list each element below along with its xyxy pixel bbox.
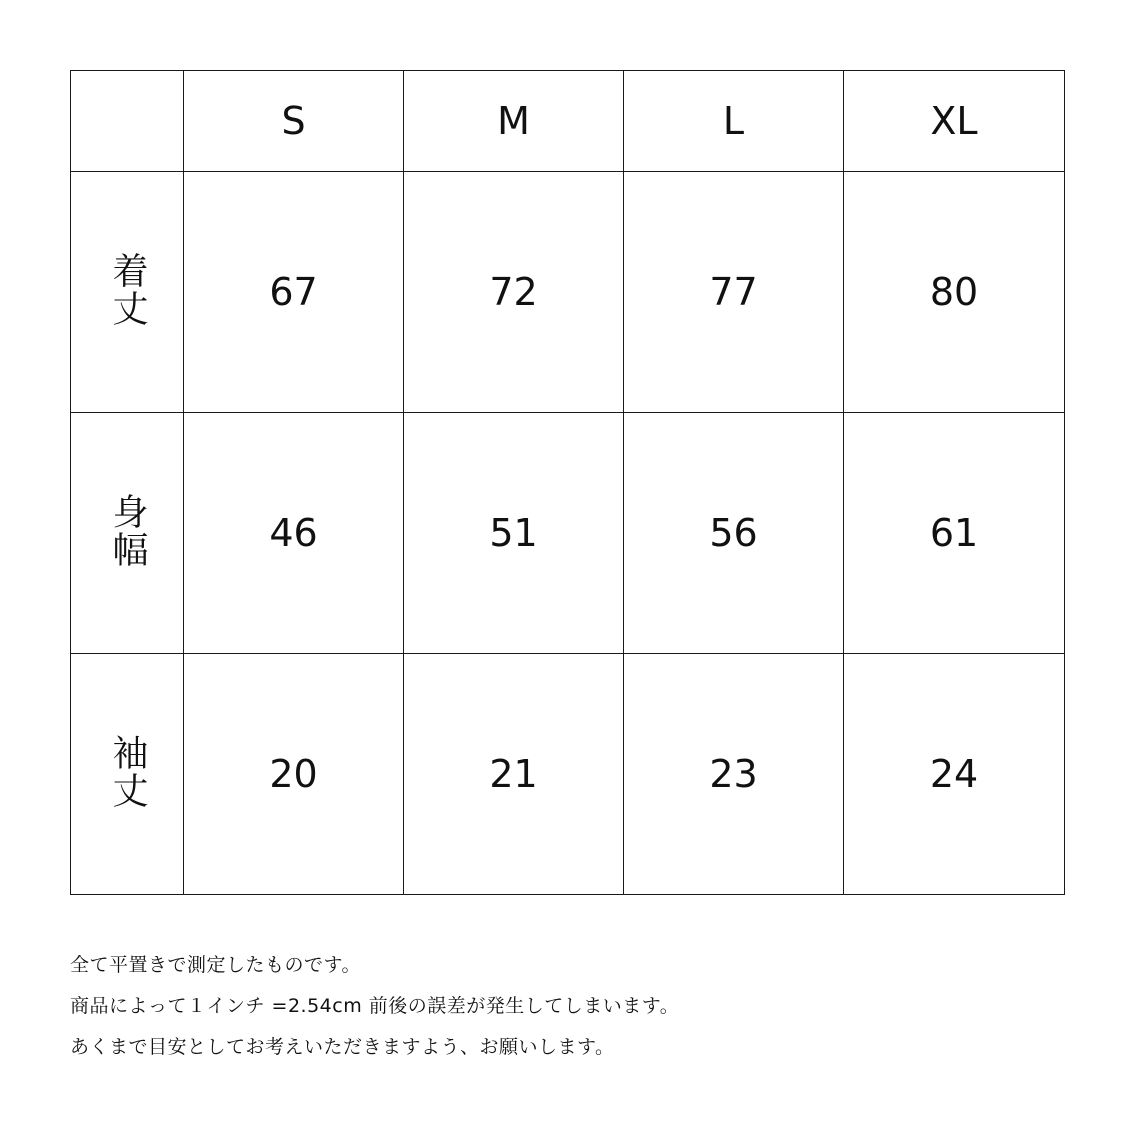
size-header-s: S [184, 71, 404, 172]
row-label-cell [71, 413, 184, 654]
table-cell: 46 [184, 413, 404, 654]
note-line-guideline: あくまで目安としてお考えいただきますよう、お願いします。 [70, 1036, 615, 1058]
table-row-sleeve [71, 654, 1065, 895]
row-label-cell [71, 172, 184, 413]
size-header-m: M [404, 71, 624, 172]
table-cell: 23 [624, 654, 844, 895]
table-cell: 77 [624, 172, 844, 413]
table-cell: 56 [624, 413, 844, 654]
table-cell: 24 [844, 654, 1065, 895]
table-cell: 20 [184, 654, 404, 895]
note-line-tolerance: 商品によって１インチ =2.54cm 前後の誤差が発生してしまいます。 [70, 995, 680, 1017]
table-row-length [71, 172, 1065, 413]
corner-cell [71, 71, 184, 172]
table-row-width [71, 413, 1065, 654]
table-cell: 21 [404, 654, 624, 895]
measurement-notes [70, 945, 1070, 1068]
table-cell: 51 [404, 413, 624, 654]
size-header-xl: XL [844, 71, 1065, 172]
table-cell: 61 [844, 413, 1065, 654]
row-label-width: 身幅 [107, 493, 148, 569]
row-label-sleeve: 袖丈 [107, 734, 148, 810]
size-header-l: L [624, 71, 844, 172]
row-label-cell [71, 654, 184, 895]
table-cell: 67 [184, 172, 404, 413]
size-header-row [71, 71, 1065, 172]
table-cell: 80 [844, 172, 1065, 413]
note-line-flat-measure: 全て平置きで測定したものです。 [70, 954, 361, 976]
row-label-length: 着丈 [107, 252, 148, 328]
size-chart-table [70, 70, 1065, 895]
table-cell: 72 [404, 172, 624, 413]
